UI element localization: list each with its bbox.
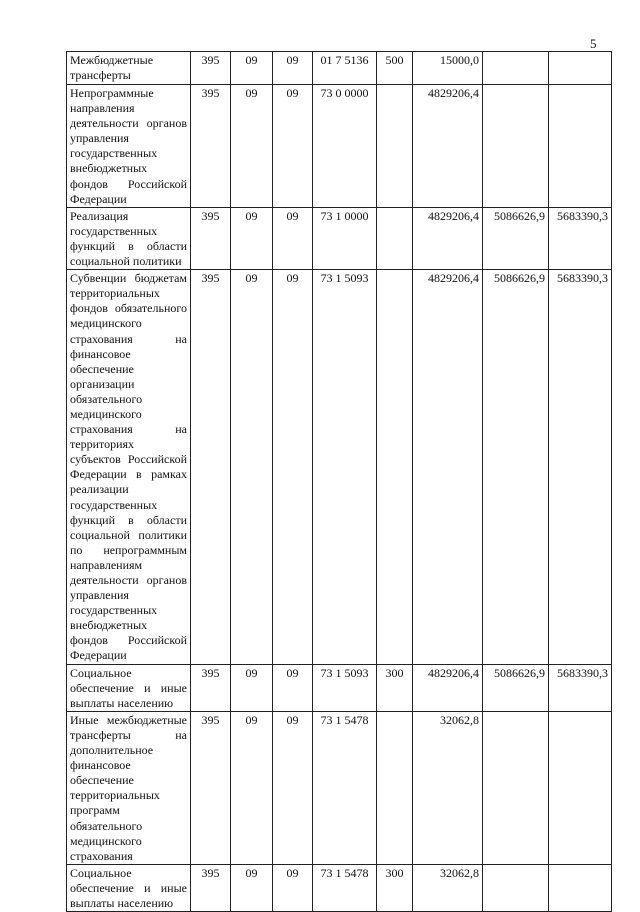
- row-section-cell: 09: [231, 207, 273, 269]
- row-sum-2-cell: 5086626,9: [483, 664, 549, 711]
- row-section-cell: 09: [231, 85, 273, 208]
- table-row: [67, 711, 612, 864]
- row-subsection-cell: 09: [273, 207, 313, 269]
- budget-table-body: [67, 52, 612, 912]
- row-section-cell: 09: [231, 664, 273, 711]
- row-code-cell: 395: [191, 85, 231, 208]
- row-subsection-cell: 09: [273, 270, 313, 664]
- row-sum-3-cell: 5683390,3: [549, 270, 612, 664]
- row-name-cell: Социальное обеспечение и иные выплаты населению: [67, 864, 191, 911]
- row-sum-2-cell: [483, 864, 549, 911]
- row-subsection-cell: 09: [273, 664, 313, 711]
- table-row: [67, 664, 612, 711]
- row-target-cell: 73 0 0000: [313, 85, 377, 208]
- row-sum-2-cell: [483, 52, 549, 85]
- row-target-cell: 73 1 0000: [313, 207, 377, 269]
- row-name-cell: Непрограммные направления деятельности органов управления государственных внебюджетных фондов Российской Федерации: [67, 85, 191, 208]
- row-sum-3-cell: [549, 711, 612, 864]
- row-sum-1-cell: 4829206,4: [413, 207, 483, 269]
- row-expense-type-cell: 300: [377, 664, 413, 711]
- row-code-cell: 395: [191, 207, 231, 269]
- row-expense-type-cell: [377, 711, 413, 864]
- row-sum-2-cell: 5086626,9: [483, 270, 549, 664]
- table-row: [67, 864, 612, 911]
- table-row: [67, 270, 612, 664]
- row-sum-1-cell: 32062,8: [413, 711, 483, 864]
- row-expense-type-cell: [377, 207, 413, 269]
- budget-table: [66, 51, 612, 912]
- row-sum-1-cell: 4829206,4: [413, 664, 483, 711]
- row-sum-3-cell: 5683390,3: [549, 207, 612, 269]
- row-section-cell: 09: [231, 864, 273, 911]
- row-expense-type-cell: 300: [377, 864, 413, 911]
- row-target-cell: 73 1 5478: [313, 864, 377, 911]
- row-subsection-cell: 09: [273, 85, 313, 208]
- row-sum-1-cell: 4829206,4: [413, 270, 483, 664]
- row-section-cell: 09: [231, 270, 273, 664]
- row-sum-2-cell: 5086626,9: [483, 207, 549, 269]
- row-name-cell: Социальное обеспечение и иные выплаты населению: [67, 664, 191, 711]
- row-expense-type-cell: [377, 270, 413, 664]
- row-section-cell: 09: [231, 52, 273, 85]
- row-name-cell: Межбюджетные трансферты: [67, 52, 191, 85]
- row-sum-1-cell: 15000,0: [413, 52, 483, 85]
- row-code-cell: 395: [191, 664, 231, 711]
- row-sum-2-cell: [483, 85, 549, 208]
- row-sum-1-cell: 4829206,4: [413, 85, 483, 208]
- row-sum-3-cell: [549, 864, 612, 911]
- row-expense-type-cell: [377, 85, 413, 208]
- row-sum-3-cell: [549, 85, 612, 208]
- row-target-cell: 73 1 5093: [313, 664, 377, 711]
- row-subsection-cell: 09: [273, 52, 313, 85]
- row-expense-type-cell: 500: [377, 52, 413, 85]
- row-name-cell: Реализация государственных функций в области социальной политики: [67, 207, 191, 269]
- row-sum-3-cell: [549, 52, 612, 85]
- row-code-cell: 395: [191, 864, 231, 911]
- row-code-cell: 395: [191, 711, 231, 864]
- row-target-cell: 01 7 5136: [313, 52, 377, 85]
- row-subsection-cell: 09: [273, 711, 313, 864]
- row-name-cell: Иные межбюджетные трансферты на дополнительное финансовое обеспечение территориальных программ обязательного медицинского страхования: [67, 711, 191, 864]
- table-row: [67, 207, 612, 269]
- row-sum-3-cell: 5683390,3: [549, 664, 612, 711]
- row-section-cell: 09: [231, 711, 273, 864]
- table-row: [67, 85, 612, 208]
- row-sum-1-cell: 32062,8: [413, 864, 483, 911]
- page-number: 5: [590, 36, 597, 51]
- row-subsection-cell: 09: [273, 864, 313, 911]
- row-code-cell: 395: [191, 52, 231, 85]
- table-row: [67, 52, 612, 85]
- row-name-cell: Субвенции бюджетам территориальных фондов обязательного медицинского страхования на финансовое обеспечение организации обязательного медицинского страхования на территориях субъектов Российской Федерации в рамках реализации государственных функций в области социальной политики по непрограммным направлениям деятельности органов управления государственных внебюджетных фондов Российской Федерации: [67, 270, 191, 664]
- row-sum-2-cell: [483, 711, 549, 864]
- row-target-cell: 73 1 5093: [313, 270, 377, 664]
- row-target-cell: 73 1 5478: [313, 711, 377, 864]
- row-code-cell: 395: [191, 270, 231, 664]
